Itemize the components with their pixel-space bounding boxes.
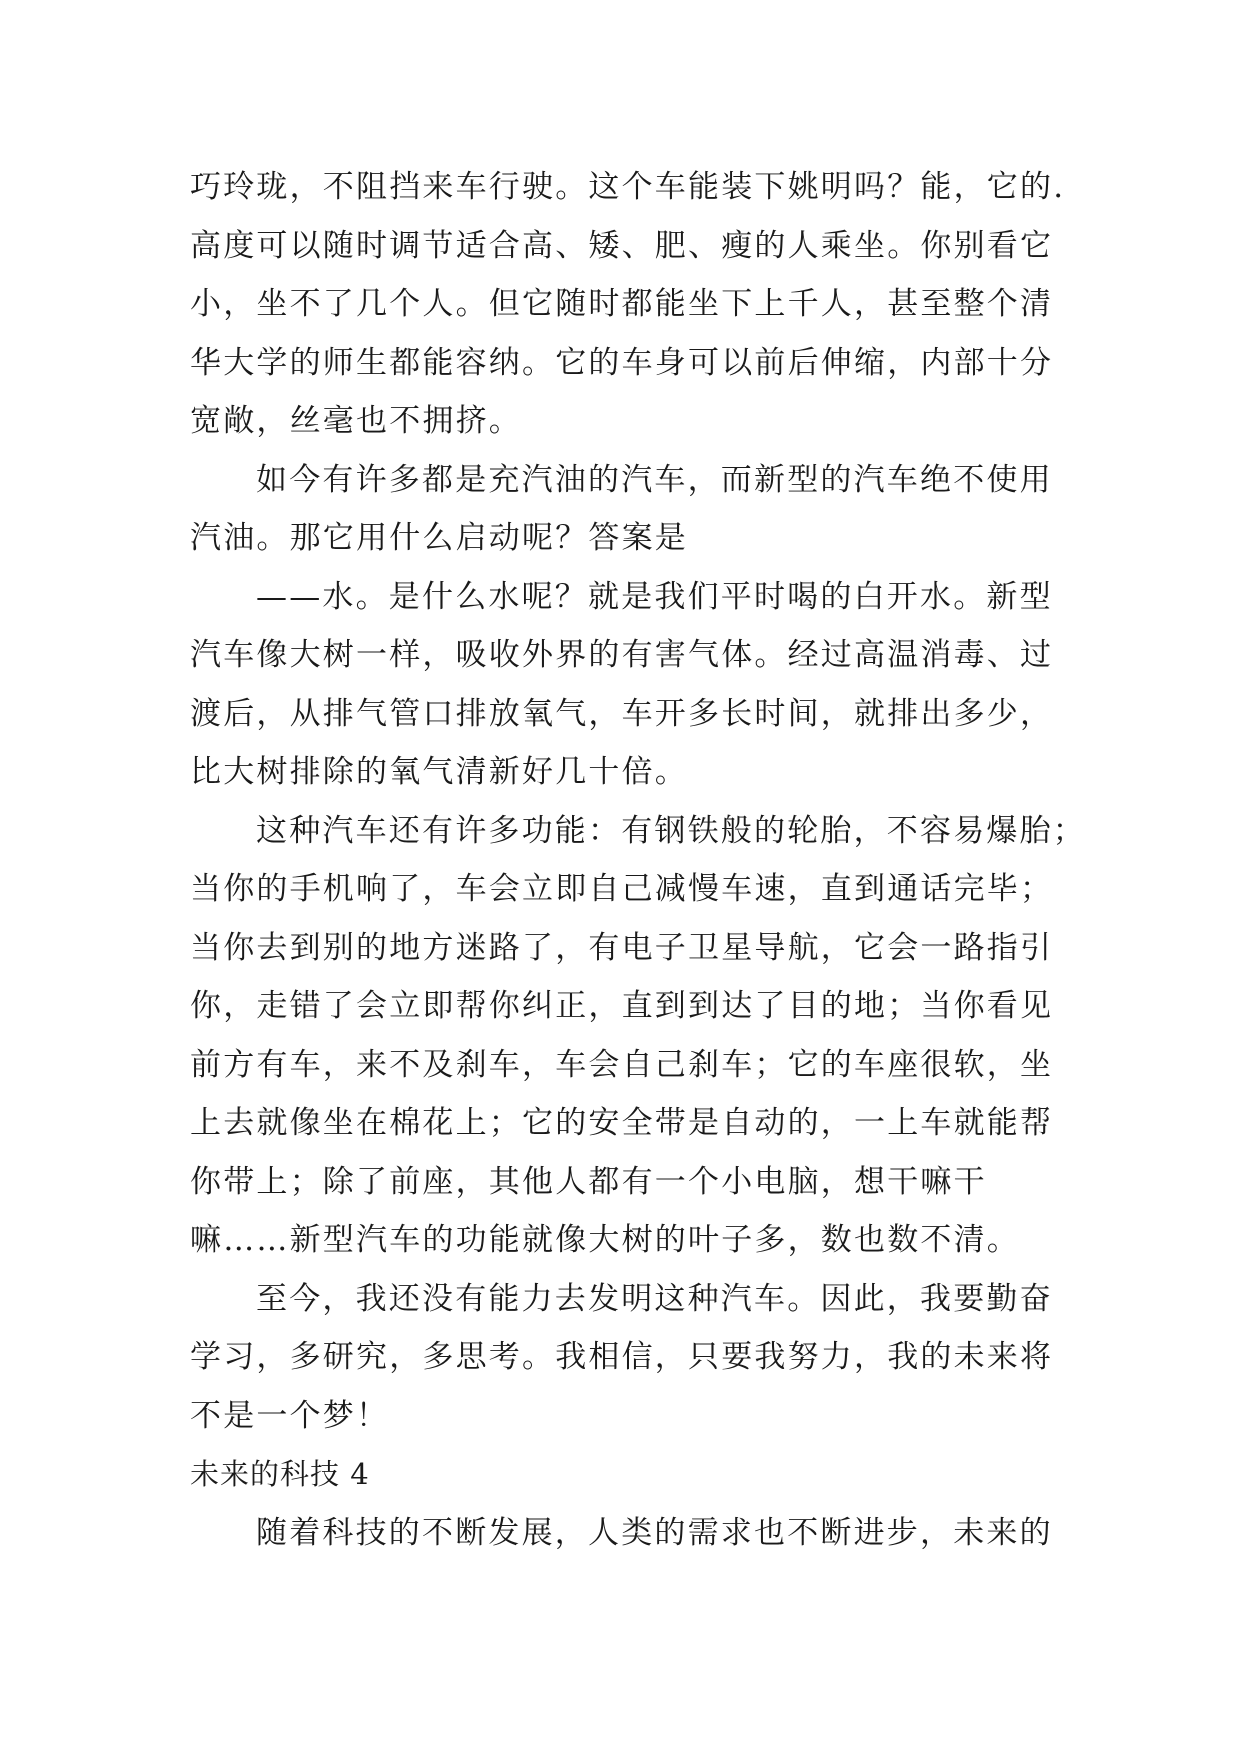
text-line: 你，走错了会立即帮你纠正，直到到达了目的地；当你看见 — [190, 988, 1054, 1024]
text-line: 巧玲珑，不阻挡来车行驶。这个车能装下姚明吗？能，它的. — [190, 169, 1066, 205]
text-line: 当你的手机响了，车会立即自己减慢车速，直到通话完毕； — [190, 871, 1054, 907]
paragraph-start-line: 如今有许多都是充汽油的汽车，而新型的汽车绝不使用 — [256, 461, 1053, 498]
text-line: 汽车像大树一样，吸收外界的有害气体。经过高温消毒、过 — [190, 637, 1054, 673]
text-line: 你带上；除了前座，其他人都有一个小电脑，想干嘛干 — [190, 1163, 987, 1200]
text-line: 当你去到别的地方迷路了，有电子卫星导航，它会一路指引 — [190, 929, 1054, 966]
text-line: 汽油。那它用什么启动呢？答案是 — [190, 520, 688, 556]
text-line: 不是一个梦！ — [190, 1397, 390, 1434]
essay-body — [190, 158, 1086, 1562]
text-line: 小，坐不了几个人。但它随时都能坐下上千人，甚至整个清 — [190, 286, 1054, 322]
text-line: 前方有车，来不及刹车，车会自己刹车；它的车座很软，坐 — [190, 1046, 1054, 1083]
paragraph-start-line: 随着科技的不断发展，人类的需求也不断进步，未来的 — [256, 1514, 1053, 1551]
text-line: 学习，多研究，多思考。我相信，只要我努力，我的未来将 — [190, 1339, 1054, 1375]
section-heading: 未来的科技 4 — [190, 1457, 370, 1491]
text-line: 上去就像坐在棉花上；它的安全带是自动的，一上车就能帮 — [190, 1105, 1054, 1141]
paragraph-start-line: ——水。是什么水呢？就是我们平时喝的白开水。新型 — [256, 578, 1053, 615]
text-line: 华大学的师生都能容纳。它的车身可以前后伸缩，内部十分 — [190, 344, 1054, 381]
text-line: 高度可以随时调节适合高、矮、肥、瘦的人乘坐。你别看它 — [190, 227, 1054, 264]
text-line: 嘛……新型汽车的功能就像大树的叶子多，数也数不清。 — [190, 1222, 1020, 1258]
paragraph-start-line: 至今，我还没有能力去发明这种汽车。因此，我要勤奋 — [256, 1280, 1053, 1317]
text-line: 比大树排除的氧气清新好几十倍。 — [190, 754, 688, 790]
paragraph-start-line: 这种汽车还有许多功能：有钢铁般的轮胎，不容易爆胎； — [256, 812, 1086, 849]
text-line: 宽敞，丝毫也不拥挤。 — [190, 403, 522, 439]
text-line: 渡后，从排气管口排放氧气，车开多长时间，就排出多少， — [190, 695, 1054, 732]
